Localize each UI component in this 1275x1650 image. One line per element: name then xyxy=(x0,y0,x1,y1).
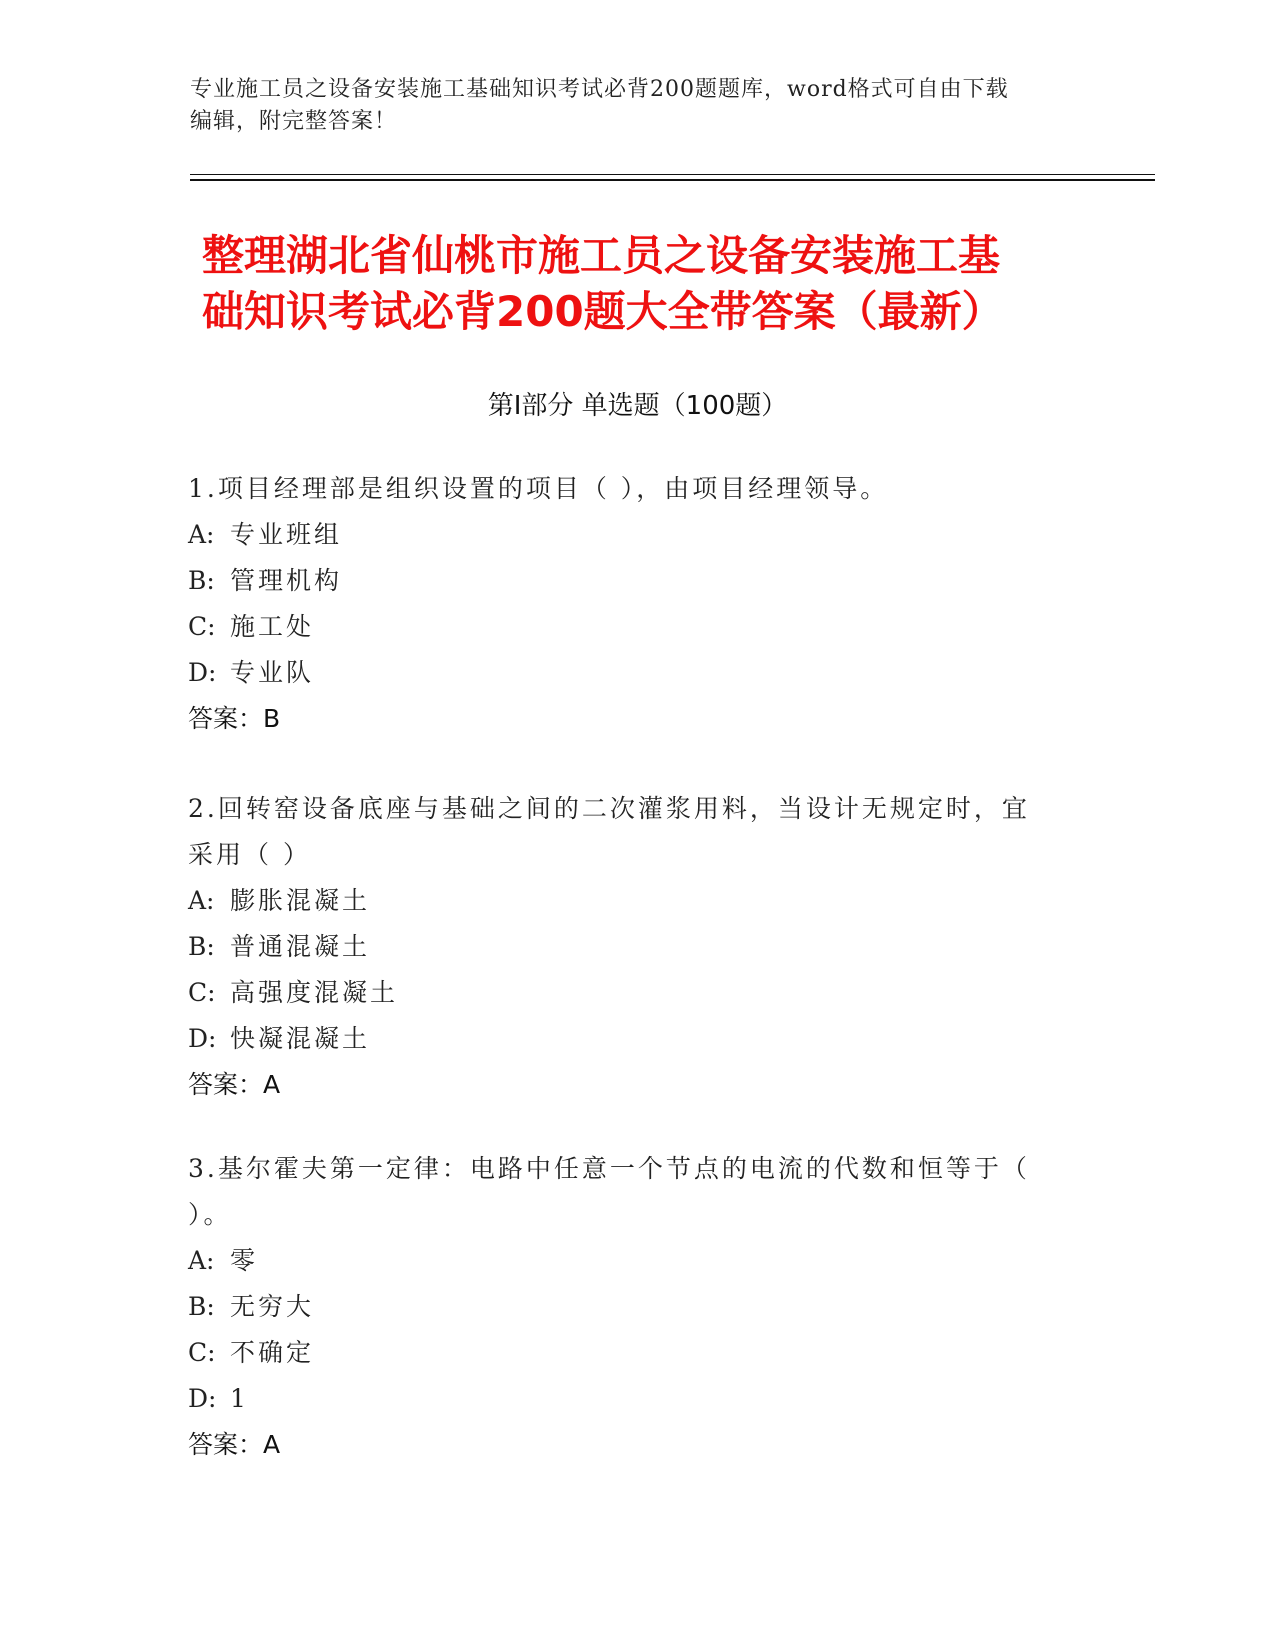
option-text: 普通混凝土 xyxy=(230,932,371,961)
question-stem-line: ）。 xyxy=(188,1200,232,1229)
question-stem-line: 2.回转窑设备底座与基础之间的二次灌浆用料，当设计无规定时，宜 xyxy=(188,794,1030,823)
header-rule-top xyxy=(190,174,1155,175)
option-key: C: xyxy=(188,1338,216,1367)
option-d xyxy=(188,650,1068,696)
answer: 答案：B xyxy=(188,704,281,733)
option-key: B: xyxy=(188,932,215,961)
option-a xyxy=(188,1238,1068,1284)
option-c xyxy=(188,970,1068,1016)
option-text: 专业班组 xyxy=(230,520,343,549)
option-key: C: xyxy=(188,978,216,1007)
option-key: B: xyxy=(188,1292,215,1321)
option-d xyxy=(188,1016,1068,1062)
option-key: B: xyxy=(188,566,215,595)
question-stem xyxy=(188,1146,1068,1238)
option-key: C: xyxy=(188,612,216,641)
option-text: 无穷大 xyxy=(230,1292,315,1321)
option-text: 1 xyxy=(230,1384,249,1413)
header-note-line-1: 专业施工员之设备安装施工基础知识考试必背200题题库，word格式可自由下载 xyxy=(190,77,1009,102)
option-text: 管理机构 xyxy=(230,566,343,595)
question-3 xyxy=(188,1146,1068,1468)
option-a xyxy=(188,878,1068,924)
option-b xyxy=(188,924,1068,970)
document-title xyxy=(202,228,1102,340)
option-c xyxy=(188,1330,1068,1376)
question-stem-line: 3.基尔霍夫第一定律：电路中任意一个节点的电流的代数和恒等于（ xyxy=(188,1154,1030,1183)
header-note xyxy=(190,74,1090,138)
option-text: 不确定 xyxy=(230,1338,315,1367)
question-1 xyxy=(188,466,1068,742)
document-title-line-1: 整理湖北省仙桃市施工员之设备安装施工基 xyxy=(202,231,1001,280)
option-text: 专业队 xyxy=(230,658,315,687)
answer: 答案：A xyxy=(188,1070,281,1099)
question-stem xyxy=(188,786,1068,878)
option-b xyxy=(188,558,1068,604)
option-text: 零 xyxy=(230,1246,259,1275)
question-stem xyxy=(188,466,1068,512)
question-stem-line: 1.项目经理部是组织设置的项目（ ），由项目经理领导。 xyxy=(188,474,889,503)
option-a xyxy=(188,512,1068,558)
option-key: D: xyxy=(188,658,217,687)
option-key: A: xyxy=(188,886,215,915)
option-c xyxy=(188,604,1068,650)
option-text: 膨胀混凝土 xyxy=(230,886,371,915)
option-key: A: xyxy=(188,1246,215,1275)
option-key: D: xyxy=(188,1024,217,1053)
header-rule-bottom xyxy=(190,179,1155,181)
answer: 答案：A xyxy=(188,1430,281,1459)
question-2 xyxy=(188,786,1068,1108)
option-text: 高强度混凝土 xyxy=(230,978,399,1007)
section-heading: 第I部分 单选题（100题） xyxy=(487,391,788,421)
option-b xyxy=(188,1284,1068,1330)
option-d xyxy=(188,1376,1068,1422)
header-note-line-2: 编辑，附完整答案！ xyxy=(190,109,398,134)
option-key: A: xyxy=(188,520,215,549)
option-text: 快凝混凝土 xyxy=(230,1024,371,1053)
document-title-line-2: 础知识考试必背200题大全带答案（最新） xyxy=(202,287,1004,336)
option-key: D: xyxy=(188,1384,217,1413)
question-stem-line: 采用（ ） xyxy=(188,840,311,869)
option-text: 施工处 xyxy=(230,612,315,641)
